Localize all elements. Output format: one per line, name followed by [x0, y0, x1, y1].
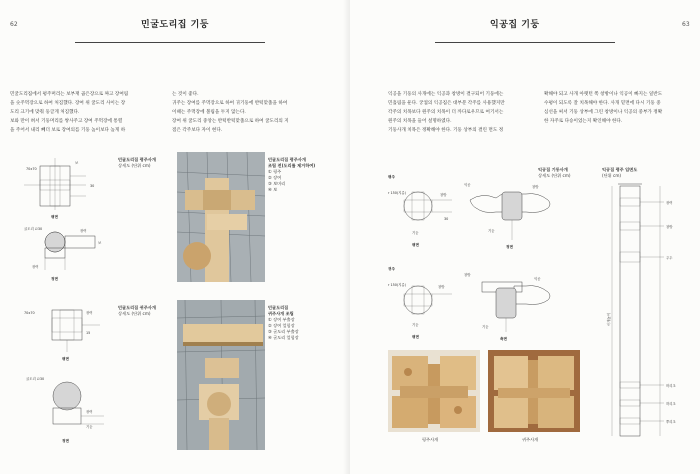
pyeongju-detail-drawing — [20, 152, 120, 282]
dim-label: r 150(지름) — [388, 283, 407, 287]
changbang-label: 창방 — [464, 273, 471, 277]
body-line: 기둥사개 치목은 정확해야 한다. 기둥 상부의 결린 면도 정 — [388, 128, 504, 133]
ikgong-guiju-elevation-drawing — [462, 262, 562, 342]
front-label: 정면 — [51, 277, 58, 281]
left-title-rule — [75, 42, 265, 43]
front-label: 정면 — [62, 439, 69, 443]
body-line: 심선을 써서 기둥 상부에 그린 창방이나 익공의 중부가 정확 — [544, 110, 663, 115]
caption-sub: 상세도 (단위 cm) — [118, 311, 151, 316]
body-line: 수평이 되도록 잘 치목해야 한다. 사개 밑면에 다시 기둥 중 — [544, 101, 661, 106]
elev-label: 사개높이 — [607, 312, 611, 326]
pyeongju-label: 평주 — [388, 175, 395, 179]
changbang-label: 창방 — [438, 285, 445, 289]
left-body-col1 — [10, 90, 166, 135]
front-label: 정면 — [506, 245, 513, 249]
left-body-col2 — [172, 90, 332, 135]
guiju-label: 귀주 — [388, 267, 395, 271]
elev-label: 뿌리초 — [666, 420, 676, 424]
caption-sub: 조립 전(도리를 제거하여) — [268, 163, 316, 168]
body-line: 을 주어서 내리 빼더 보로 장여의를 기둥 높이보다 높게 하 — [10, 128, 126, 133]
body-line: 한 자주로 다승이었는지 확인해야 한다. — [544, 119, 623, 124]
jangyeo-label: 장여 — [32, 265, 39, 269]
caption-sub: 상세도 (단위 cm) — [538, 173, 571, 178]
right-body-col2 — [544, 90, 694, 126]
dim-label: 30 — [90, 184, 95, 188]
caption-item: ② 장여 엎힘장 — [268, 323, 295, 328]
dim-label: 70x70 — [24, 311, 35, 315]
guiju-assembly-photo — [177, 300, 265, 450]
post-label: 기둥 — [412, 231, 419, 235]
ikgong-label: 익공 — [534, 277, 541, 281]
guiju-joint-caption: 귀주사개 — [522, 437, 539, 442]
caption-title: 민굴도리집 귀주사개 — [118, 305, 156, 310]
jangyeo-label: 장여 — [86, 410, 93, 414]
right-page — [350, 0, 700, 474]
plan-label: 평면 — [412, 243, 419, 247]
ikgong-label: 익공 — [464, 183, 471, 187]
plan-label: 평면 — [62, 357, 69, 361]
caption-item: ① 장여 부출장 — [268, 317, 295, 322]
ikgong-detail-caption — [538, 167, 598, 179]
caption-item: ③ 보머리 — [268, 181, 286, 186]
body-line: 이때는 주먹장에 볼림을 두지 않는다. — [172, 110, 246, 115]
ikgong-pyeongju-plan-drawing — [388, 170, 460, 250]
pyeongju-detail-caption — [118, 157, 178, 169]
left-page-title: 민굴도리집 기둥 — [141, 20, 209, 30]
body-line: 보와 만이 혀서 기둥머리를 쌍사주고 장여 주먹장에 통렬 — [10, 119, 123, 124]
guiju-assembly-caption — [268, 305, 334, 341]
doori-label: 굴도리 ∅30 — [26, 377, 45, 381]
elev-label: 장여 — [666, 201, 673, 205]
beam-label: 보 — [98, 241, 102, 245]
left-page-number: 62 — [10, 21, 18, 28]
jangyeo-label: 장여 — [80, 229, 87, 233]
right-title-rule — [435, 42, 615, 43]
body-line: 확해야 되고 사개 아랫턴 쪽 창방이나 익공이 빠지는 일반도 — [544, 92, 663, 97]
jangyeo-label: 장여 — [86, 311, 93, 315]
caption-title: 민굴도리집 평주사개 — [268, 157, 306, 162]
ikgong-guiju-plan-drawing — [388, 262, 460, 342]
pyeongju-joint-photo — [388, 350, 480, 432]
body-line: 익공을 기둥의 사개에는 익공과 창방이 결구되어 기둥에는 — [388, 92, 504, 97]
elev-label: 머리초 — [666, 384, 676, 388]
right-body-col1 — [388, 90, 538, 135]
elev-label: 창방 — [666, 225, 673, 229]
caption-item: ④ 굴도리 엎힘장 — [268, 335, 299, 340]
side-label: 측면 — [500, 337, 507, 341]
changbang-label: 창방 — [440, 193, 447, 197]
post-label: 기둥 — [86, 425, 93, 429]
doori-label: 굴도리 ∅30 — [24, 227, 43, 231]
pyeongju-joint-caption: 평주사개 — [422, 437, 439, 442]
post-label: 기둥 — [412, 323, 419, 327]
right-page-number: 63 — [682, 21, 690, 28]
guiju-detail-drawing — [20, 300, 120, 450]
caption-item: ④ 보 — [268, 187, 278, 192]
guiju-detail-caption — [118, 305, 178, 317]
caption-item: ② 장여 — [268, 175, 282, 180]
guiju-joint-photo — [488, 350, 580, 432]
caption-sub: 상세도 (단위 cm) — [118, 163, 151, 168]
body-line: 각주의 치목보다 원주의 치목이 더 까다로우므로 여기서는 — [388, 110, 504, 115]
column-elevation-caption — [602, 167, 672, 179]
body-line: 민굴도리집에서 평주머리는 보부재 곱은장으로 짜고 장여림 — [10, 92, 129, 97]
pyeongju-assembly-photo — [177, 152, 265, 282]
plan-label: 평면 — [412, 335, 419, 339]
body-line: 점은 각주보다 자이 현다. — [172, 128, 223, 133]
caption-title: 익공집 기둥사개 — [538, 167, 568, 172]
caption-title: 익공집 평주 입면도 — [602, 167, 638, 172]
dim-label: 15 — [86, 331, 91, 335]
dim-label: 30 — [444, 217, 449, 221]
post-label: 기둥 — [488, 229, 495, 233]
body-line: 귀주는 장여를 주먹장으로 하여 귀기둥에 반턱맞춤을 하여 — [172, 101, 288, 106]
ikgong-elevation-drawing — [462, 170, 562, 250]
caption-title: 민굴도리집 — [268, 305, 289, 310]
right-page-title: 익공집 기둥 — [490, 20, 540, 30]
caption-item: ③ 굴도리 부출장 — [268, 329, 299, 334]
body-line: 는 것이 좋다. — [172, 92, 199, 97]
caption-item: ① 평주 — [268, 169, 282, 174]
pyeongju-assembly-caption — [268, 157, 334, 193]
dim-label: r 150(지름) — [388, 191, 407, 195]
body-line: 민흘림을 둔다. 궁궐의 익공집은 대부분 각주를 사용했지만 — [388, 101, 505, 106]
caption-title: 민굴도리집 평주사개 — [118, 157, 156, 162]
beam-label: 보 — [75, 161, 79, 165]
plan-label: 평면 — [51, 215, 58, 219]
body-line: 장여 위 굴도리 중앙는 반턱반턱맞춤으로 하여 굴도리의 지 — [172, 119, 289, 124]
caption-sub: (단위 cm) — [602, 173, 622, 178]
post-label: 기둥 — [482, 325, 489, 329]
elev-label: 허리초 — [666, 402, 676, 406]
body-line: 도리 크기에 맞춰 둥글게 처짐했다. — [10, 110, 80, 115]
body-line: 을 숫주먹장으로 하여 처짐했다. 장여 위 굴도리 사이는 장 — [10, 101, 126, 106]
changbang-label: 창방 — [532, 185, 539, 189]
body-line: 원주의 치목을 들어 설명하였다. — [388, 119, 452, 124]
elev-label: 주두 — [666, 256, 673, 260]
caption-sub: 귀주사개 조립 — [268, 311, 294, 316]
column-elevation-drawing — [606, 182, 694, 444]
dim-label: 70x70 — [26, 167, 37, 171]
